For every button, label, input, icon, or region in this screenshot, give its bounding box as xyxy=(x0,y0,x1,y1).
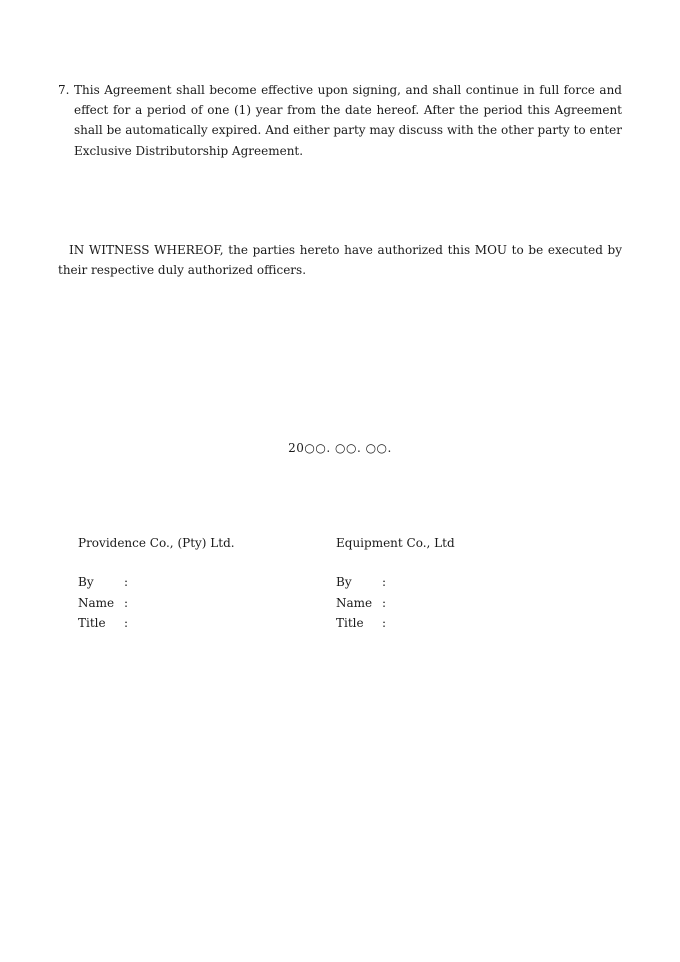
clause-number: 7. xyxy=(58,83,70,97)
field-label: Name xyxy=(336,595,373,610)
field-separator: : xyxy=(382,575,387,589)
signing-date: 20○○. ○○. ○○. xyxy=(288,441,392,455)
name-field xyxy=(336,593,576,614)
field-label: Title xyxy=(336,616,364,630)
field-label: By xyxy=(336,575,352,589)
signature-fields xyxy=(78,572,318,634)
field-separator: : xyxy=(124,616,129,630)
field-separator: : xyxy=(382,595,387,610)
clause-text: This Agreement shall become effective upon signing, and shall continue in full force and effect for a period of one (1) year from the date hereof. After the period this Agreement shall be automatically expired. And either party may discuss with the other party to enter Exclusive Distributorship Agreement. xyxy=(74,83,622,158)
title-field xyxy=(78,613,318,634)
party-block-left xyxy=(78,533,318,634)
signature-fields xyxy=(336,572,576,634)
clause-7 xyxy=(58,80,622,161)
witness-paragraph: IN WITNESS WHEREOF, the parties hereto have authorized this MOU to be executed by their respective duly authorized officers. xyxy=(58,243,622,278)
title-field xyxy=(336,613,576,634)
party-block-right xyxy=(336,533,576,634)
party-company-name: Equipment Co., Ltd xyxy=(336,536,455,550)
party-company-name: Providence Co., (Pty) Ltd. xyxy=(78,536,235,550)
field-label: By xyxy=(78,575,94,589)
field-label: Title xyxy=(78,616,106,630)
field-separator: : xyxy=(124,595,129,610)
field-separator: : xyxy=(382,616,387,630)
field-label: Name xyxy=(78,595,115,610)
by-field xyxy=(78,572,318,593)
by-field xyxy=(336,572,576,593)
name-field xyxy=(78,593,318,614)
field-separator: : xyxy=(124,575,129,589)
